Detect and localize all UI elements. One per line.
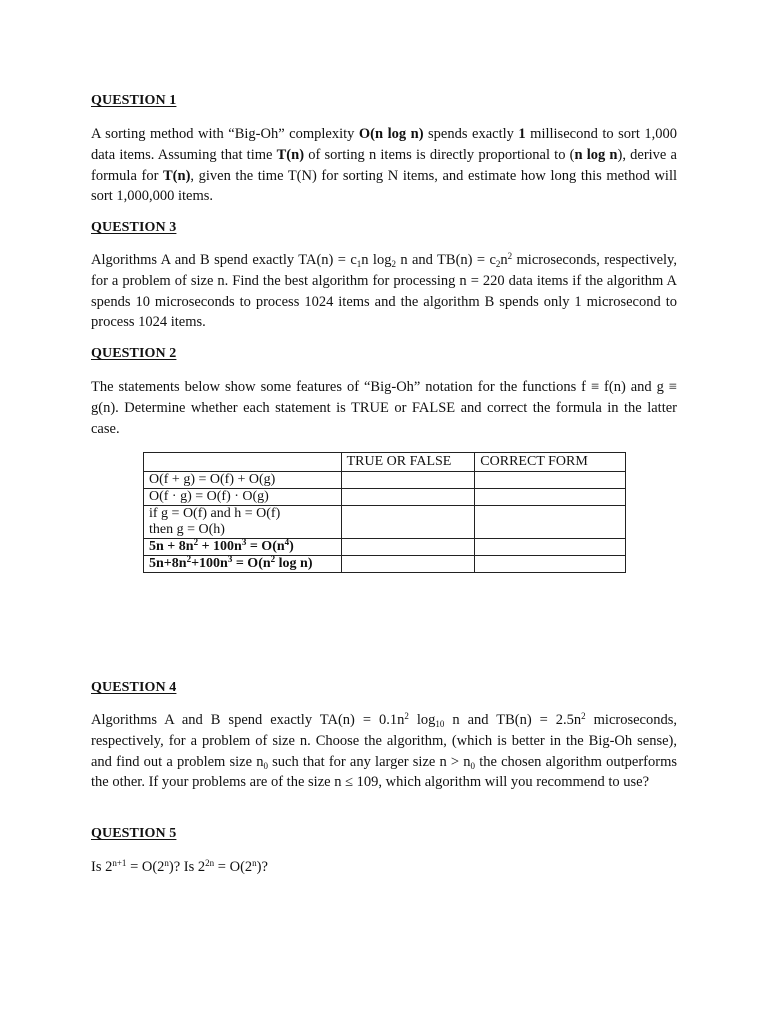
statements-table xyxy=(143,452,626,573)
table-row xyxy=(144,539,626,556)
correct-form-answer-cell xyxy=(475,556,626,573)
question-3-text: Algorithms A and B spend exactly $TA(n) = c_1n$ $\log_2 n$ and $TB(n) = c_2n^2$ microseconds, respectively, for a problem of size n. Find the best algorithm for processing n = 220 data items if the algorithm A spends 10 microseconds to process 1024 items and the algorithm B spends only 1 microsecond to process 1024 items. xyxy=(91,251,677,331)
table-row xyxy=(144,506,626,539)
question-3-heading: QUESTION 3 xyxy=(91,220,177,235)
question-4-text: Algorithms A and B spend exactly $TA(n) = 0.1n^2$ $\log_{10} n$ and $TB(n) = 2.5n^2$ microseconds, respectively, for a problem of size n. Choose the algorithm, (which is better in the Big-Oh sense), and find out a problem size $n_0$ such that for any larger size $n > n_0$ the chosen algorithm outperforms the other. If your problems are of the size n ≤ 109, which algorithm will you recommend to use? xyxy=(91,711,678,791)
correct-form-answer-cell xyxy=(475,539,626,556)
statement-cell: O(f · g) = O(f) · O(g) xyxy=(144,489,342,506)
true-false-answer-cell xyxy=(341,539,475,556)
question-2-heading: QUESTION 2 xyxy=(91,346,177,361)
table-row xyxy=(144,489,626,506)
question-2-text: The statements below show some features of “Big-Oh” notation for the functions f ≡ f(n) and g ≡ g(n). Determine whether each statement is TRUE or FALSE and correct the formula in the latter case. xyxy=(91,379,677,437)
statement-cell: O(f + g) = O(f) + O(g) xyxy=(144,472,342,489)
question-1-text: A sorting method with “Big-Oh” complexity O(n log n) spends exactly 1 millisecond to sort 1,000 data items. Assuming that time T(n) of sorting n items is directly proportional to (n log n), derive a formula for T(n), given the time T(N) for sorting N items, and estimate how long this method will sort 1,000,000 items. xyxy=(91,126,678,205)
statement-cell: $5n+8n^2+100n^3 = O(n^2$ log n) xyxy=(144,556,342,573)
statement-cell: if g = O(f) and h = O(f) then g = O(h) xyxy=(144,506,342,539)
question-5-text: Is $2^{n+1} = O(2^n)$? Is $2^{2n} = O(2^n)$? xyxy=(91,858,268,875)
true-false-answer-cell xyxy=(341,472,475,489)
statement-cell: $5n + 8n^2 + 100n^3 = O(n^4)$ xyxy=(144,539,342,556)
question-4-heading: QUESTION 4 xyxy=(91,680,177,695)
table-header-row xyxy=(144,453,626,472)
correct-form-answer-cell xyxy=(475,506,626,539)
correct-form-answer-cell xyxy=(475,472,626,489)
table-header-empty-cell xyxy=(144,453,342,472)
correct-form-answer-cell xyxy=(475,489,626,506)
column-header-correct-form: CORRECT FORM xyxy=(475,453,626,472)
question-1-heading: QUESTION 1 xyxy=(91,93,177,108)
true-false-answer-cell xyxy=(341,556,475,573)
table-row xyxy=(144,472,626,489)
question-5-heading: QUESTION 5 xyxy=(91,826,177,841)
true-false-answer-cell xyxy=(341,489,475,506)
column-header-true-or-false: TRUE OR FALSE xyxy=(341,453,475,472)
table-row xyxy=(144,556,626,573)
true-false-answer-cell xyxy=(341,506,475,539)
